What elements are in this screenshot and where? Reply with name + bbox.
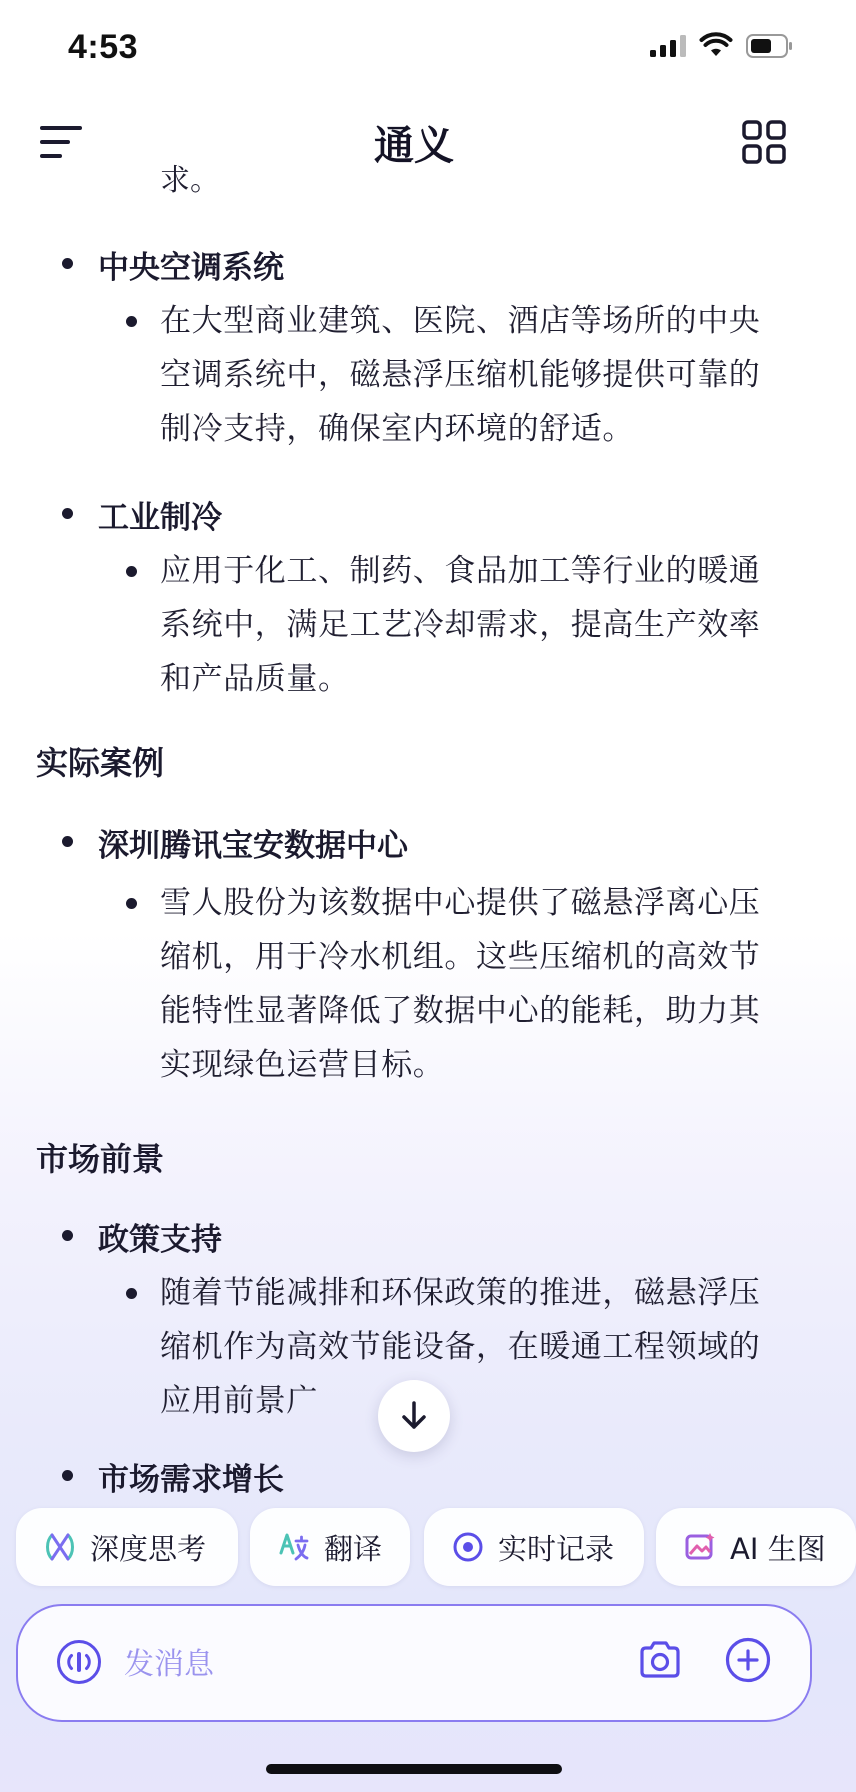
chip-label: 深度思考 — [90, 1531, 207, 1566]
image-gen-icon — [684, 1531, 716, 1563]
chip-label: 翻译 — [324, 1531, 383, 1566]
scroll-to-bottom-button[interactable] — [378, 1380, 450, 1452]
list-item-detail: 在大型商业建筑、医院、酒店等场所的中央空调系统中，磁悬浮压缩机能够提供可靠的制冷支持，确保室内环境的舒适。 — [160, 294, 780, 456]
voice-wave-icon — [56, 1639, 102, 1685]
chip-translate[interactable] — [250, 1508, 410, 1586]
menu-icon — [40, 122, 86, 162]
chip-deep-think[interactable] — [16, 1508, 238, 1586]
chip-ai-image[interactable] — [656, 1508, 856, 1586]
list-item-detail: 雪人股份为该数据中心提供了磁悬浮离心压缩机，用于冷水机组。这些压缩机的高效节能特性显著降低了数据中心的能耗，助力其实现绿色运营目标。 — [160, 876, 780, 1092]
list-item-detail: 随着节能减排和环保政策的推进，磁悬浮压缩机作为高效节能设备，在暖通工程领域的应用前景广 — [160, 1266, 780, 1428]
status-icons — [650, 34, 794, 58]
status-bar — [0, 0, 828, 100]
translate-icon — [278, 1531, 310, 1563]
cellular-signal-icon — [650, 35, 686, 57]
menu-button[interactable] — [40, 122, 86, 162]
camera-icon — [636, 1636, 684, 1684]
clipped-text: 求。 — [160, 163, 220, 198]
nav-bar — [0, 100, 828, 184]
section-heading: 实际案例 — [36, 744, 165, 782]
quick-actions — [0, 1508, 828, 1588]
camera-button[interactable] — [636, 1636, 684, 1684]
chip-label: AI 生图 — [730, 1531, 826, 1566]
wifi-icon — [700, 34, 732, 58]
list-item-title: 中央空调系统 — [98, 242, 284, 287]
page-title: 通义 — [374, 123, 454, 169]
arrow-down-icon — [400, 1401, 428, 1431]
list-item-title: 深圳腾讯宝安数据中心 — [98, 820, 408, 865]
home-indicator[interactable] — [266, 1764, 562, 1774]
voice-input-button[interactable] — [56, 1639, 102, 1685]
list-item-detail: 应用于化工、制药、食品加工等行业的暖通系统中，满足工艺冷却需求，提高生产效率和产品质量。 — [160, 544, 780, 706]
record-icon — [452, 1531, 484, 1563]
section-heading: 市场前景 — [36, 1140, 165, 1178]
message-input[interactable] — [122, 1630, 626, 1698]
chat-content[interactable] — [0, 163, 828, 1498]
message-input-bar — [16, 1604, 812, 1722]
plus-circle-icon — [724, 1636, 772, 1684]
list-item-title: 政策支持 — [98, 1214, 222, 1259]
battery-icon — [746, 34, 794, 58]
status-time: 4:53 — [68, 28, 139, 66]
list-item-title: 工业制冷 — [98, 492, 222, 537]
deep-think-icon — [44, 1531, 76, 1563]
add-attachment-button[interactable] — [724, 1636, 772, 1684]
chip-realtime-record[interactable] — [424, 1508, 644, 1586]
apps-button[interactable] — [742, 120, 786, 164]
apps-grid-icon — [742, 120, 786, 164]
list-item-title: 市场需求增长 — [98, 1454, 284, 1499]
chip-label: 实时记录 — [498, 1531, 615, 1566]
